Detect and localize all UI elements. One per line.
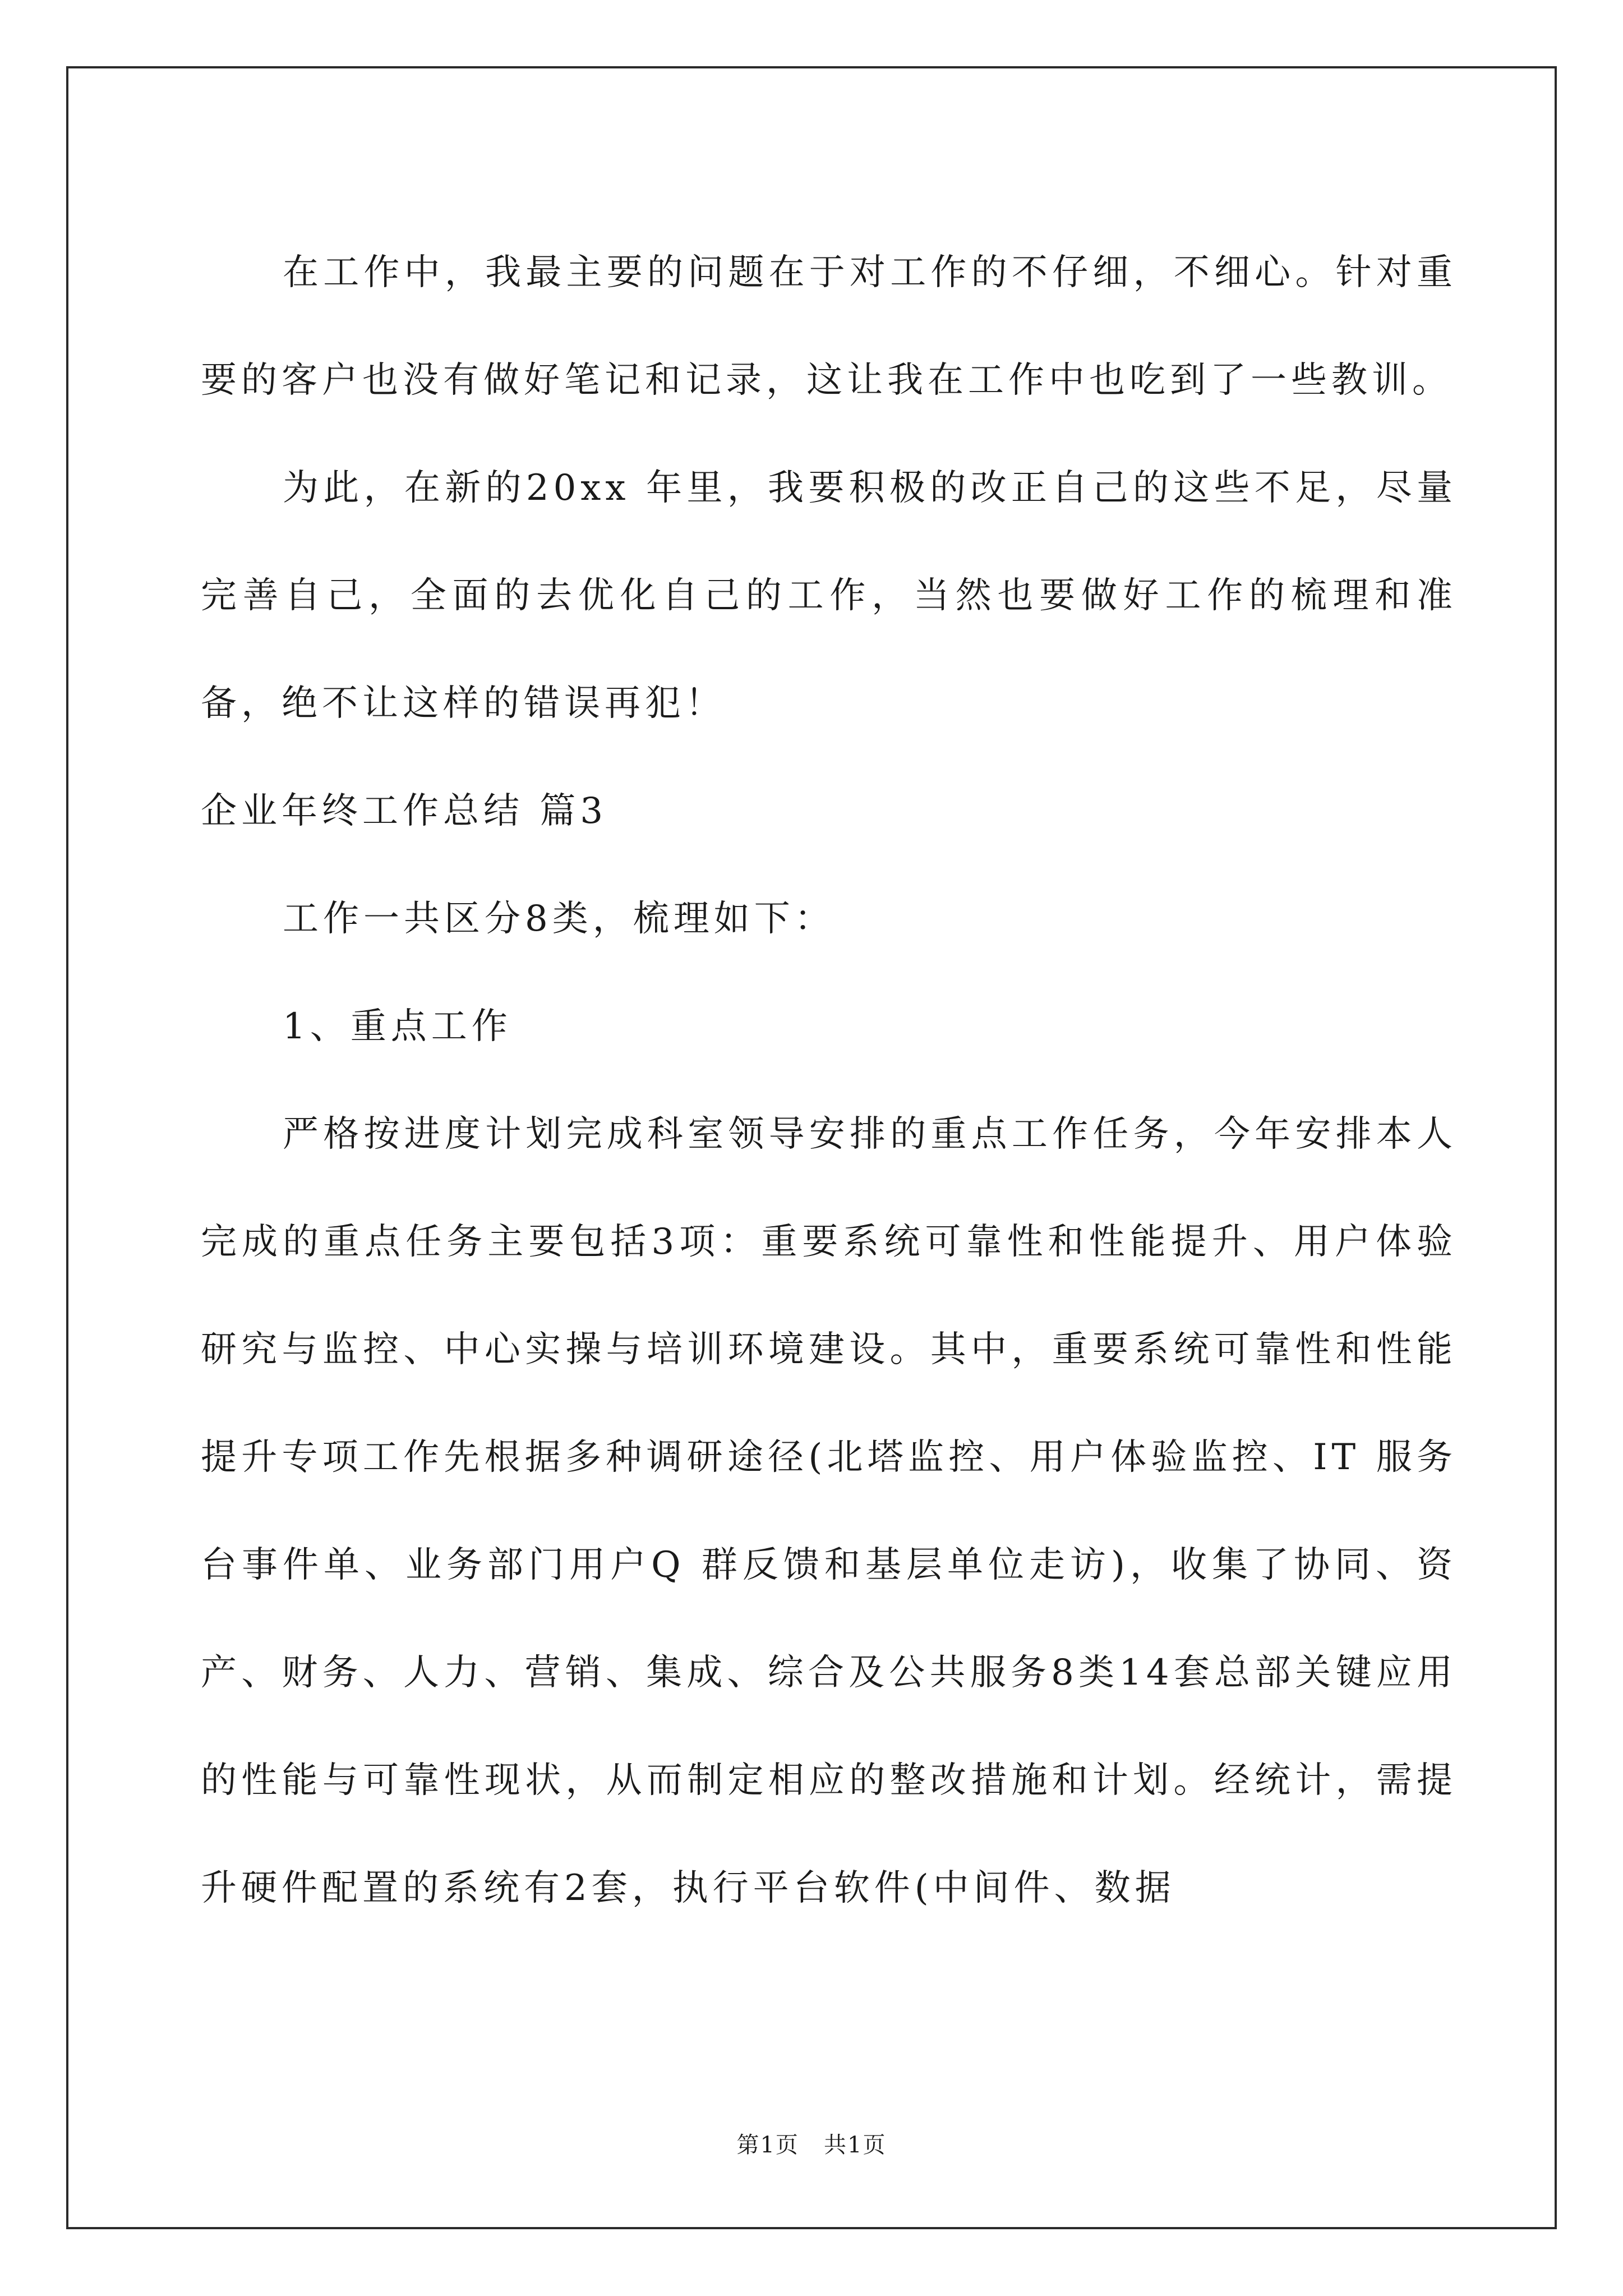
paragraph-1: 在工作中，我最主要的问题在于对工作的不仔细，不细心。针对重要的客户也没有做好笔记和记录，这让我在工作中也吃到了一些教训。 xyxy=(201,252,1457,401)
paragraph-5: 严格按进度计划完成科室领导安排的重点工作任务，今年安排本人完成的重点任务主要包括3项：重要系统可靠性和性能提升、用户体验研究与监控、中心实操与培训环境建设。其中，重要系统可靠性和性能提升专项工作先根据多种调研途径(北塔监控、用户体验监控、IT 服务台事件单、业务部门用户Q 群反馈和基层单位走访)，收集了协同、资产、财务、人力、营销、集成、综合及公共服务8类14套总部关键应用的性能与可靠性现状，从而制定相应的整改措施和计划。经统计，需提升硬件配置的系统有2套，执行平台软件(中间件、数据 xyxy=(201,1114,1457,1909)
paragraph-4: 1、重点工作 xyxy=(283,1006,512,1047)
paragraph-3: 工作一共区分8类，梳理如下： xyxy=(283,898,835,940)
paragraph-2: 为此，在新的20xx 年里，我要积极的改正自己的这些不足，尽量完善自己，全面的去优化自己的工作，当然也要做好工作的梳理和准备，绝不让这样的错误再犯！ xyxy=(201,467,1457,724)
document-body xyxy=(201,219,1457,1942)
page-footer: 第1页 共1页 xyxy=(736,2132,887,2158)
section-heading: 企业年终工作总结 篇3 xyxy=(201,790,608,832)
